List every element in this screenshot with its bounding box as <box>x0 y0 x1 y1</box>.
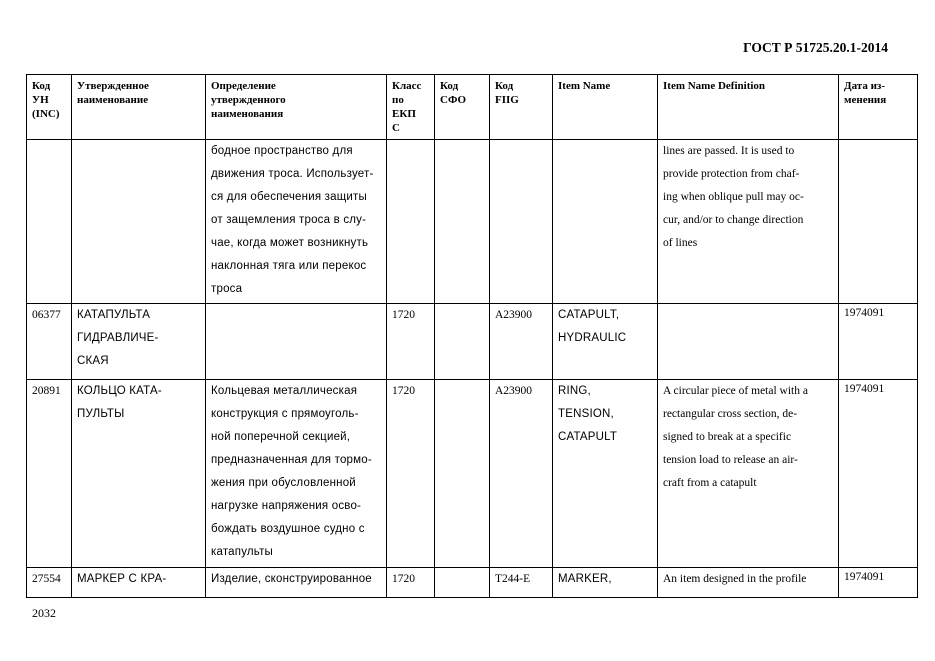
cell-line: нагрузке напряжения осво- <box>211 500 362 512</box>
cell-line: КОЛЬЦО КАТА- <box>77 385 162 397</box>
header-item-name-definition <box>658 75 839 140</box>
header-change-date <box>839 75 918 140</box>
table-row <box>27 380 918 568</box>
cell-definition <box>206 140 387 304</box>
cell-line: Код <box>440 80 459 92</box>
cell-item-definition <box>658 304 839 380</box>
header-class-ekps <box>387 75 435 140</box>
cell-line: ЕКП <box>392 108 416 120</box>
cell-item-definition <box>658 140 839 304</box>
cell-item-name <box>553 140 658 304</box>
cell-line: КАТАПУЛЬТА <box>77 309 151 321</box>
cell-line: lines are passed. It is used to <box>663 145 795 157</box>
cell-line: cur, and/or to change direction <box>663 214 804 226</box>
cell-line: наклонная тяга или перекос <box>211 260 367 272</box>
cell-line: жения при обусловленной <box>211 477 356 489</box>
cell-item-name <box>553 380 658 568</box>
header-approved-name <box>72 75 206 140</box>
cell-line: Кольцевая металлическая <box>211 385 358 397</box>
cell-name <box>72 140 206 304</box>
document-standard-number: ГОСТ Р 51725.20.1-2014 <box>743 40 888 55</box>
cell-line: Item Name Definition <box>663 80 766 92</box>
cell-line: RING, <box>558 385 591 397</box>
cell-line: ПУЛЬТЫ <box>77 408 125 420</box>
cell-line: УН <box>32 94 49 106</box>
cell-sfo <box>435 380 490 568</box>
cell-date: 1974091 <box>839 568 918 598</box>
cell-class: 1720 <box>387 304 435 380</box>
cell-line: ГИДРАВЛИЧЕ- <box>77 332 159 344</box>
cell-fiig: T244-E <box>490 568 553 598</box>
cell-line: (INC) <box>32 108 60 120</box>
cell-sfo <box>435 304 490 380</box>
cell-definition <box>206 568 387 598</box>
cell-code: 20891 <box>27 380 72 568</box>
cell-line: наименование <box>77 94 149 106</box>
cell-line: катапульты <box>211 546 274 558</box>
cell-line: FIIG <box>495 94 519 106</box>
cell-date <box>839 140 918 304</box>
cell-item-definition <box>658 568 839 598</box>
cell-line: предназначенная для тормо- <box>211 454 372 466</box>
cell-fiig <box>490 140 553 304</box>
cell-line: Утвержденное <box>77 80 149 92</box>
cell-line: An item designed in the profile <box>663 573 807 585</box>
cell-line: наименования <box>211 108 284 120</box>
cell-line: ной поперечной секцией, <box>211 431 351 443</box>
cell-line: от защемления троса в слу- <box>211 214 367 226</box>
cell-line: чае, когда может возникнуть <box>211 237 369 249</box>
header-definition <box>206 75 387 140</box>
cell-line: Код <box>495 80 514 92</box>
cell-line: бодное пространство для <box>211 145 353 157</box>
cell-line: Изделие, сконструированное <box>211 573 372 585</box>
cell-fiig: A23900 <box>490 304 553 380</box>
table-row <box>27 140 918 304</box>
cell-date: 1974091 <box>839 380 918 568</box>
cell-line: TENSION, <box>558 408 614 420</box>
table-header-row <box>27 75 918 140</box>
table-row <box>27 568 918 598</box>
cell-line: CATAPULT, <box>558 309 620 321</box>
cell-line: менения <box>844 94 887 106</box>
cell-code <box>27 140 72 304</box>
cell-name <box>72 568 206 598</box>
cell-item-name <box>553 568 658 598</box>
cell-line: of lines <box>663 237 698 249</box>
cell-line: MARKER, <box>558 573 612 585</box>
cell-sfo <box>435 568 490 598</box>
header-code-fiig <box>490 75 553 140</box>
cell-line: craft from a catapult <box>663 477 757 489</box>
cell-date: 1974091 <box>839 304 918 380</box>
cell-line: CATAPULT <box>558 431 618 443</box>
cell-line: Класс <box>392 80 422 92</box>
cell-name <box>72 380 206 568</box>
cell-line: СКАЯ <box>77 355 109 367</box>
classification-table <box>26 74 918 598</box>
cell-code: 27554 <box>27 568 72 598</box>
cell-line: троса <box>211 283 243 295</box>
cell-line: конструкция с прямоуголь- <box>211 408 359 420</box>
cell-class <box>387 140 435 304</box>
table-row <box>27 304 918 380</box>
cell-class: 1720 <box>387 380 435 568</box>
cell-line: Определение <box>211 80 276 92</box>
cell-sfo <box>435 140 490 304</box>
cell-line: provide protection from chaf- <box>663 168 800 180</box>
page-number: 2032 <box>32 606 56 620</box>
header-code-un <box>27 75 72 140</box>
cell-code: 06377 <box>27 304 72 380</box>
cell-line: HYDRAULIC <box>558 332 627 344</box>
cell-line: бождать воздушное судно с <box>211 523 365 535</box>
cell-line: ся для обеспечения защиты <box>211 191 367 203</box>
cell-line: rectangular cross section, de- <box>663 408 798 420</box>
cell-name <box>72 304 206 380</box>
cell-line: СФО <box>440 94 467 106</box>
cell-line: утвержденного <box>211 94 286 106</box>
cell-line: движения троса. Использует- <box>211 168 374 180</box>
cell-line: tension load to release an air- <box>663 454 798 466</box>
cell-definition <box>206 380 387 568</box>
cell-line: Item Name <box>558 80 611 92</box>
header-item-name <box>553 75 658 140</box>
cell-line: signed to break at a specific <box>663 431 792 443</box>
cell-item-name <box>553 304 658 380</box>
header-code-sfo <box>435 75 490 140</box>
cell-line: по <box>392 94 404 106</box>
cell-line: МАРКЕР С КРА- <box>77 573 167 585</box>
cell-line: Дата из- <box>844 80 885 92</box>
cell-line: С <box>392 122 400 134</box>
cell-line: ing when oblique pull may oc- <box>663 191 804 203</box>
cell-line: Код <box>32 80 51 92</box>
cell-line: A circular piece of metal with a <box>663 385 808 397</box>
cell-definition <box>206 304 387 380</box>
cell-fiig: A23900 <box>490 380 553 568</box>
cell-item-definition <box>658 380 839 568</box>
cell-class: 1720 <box>387 568 435 598</box>
